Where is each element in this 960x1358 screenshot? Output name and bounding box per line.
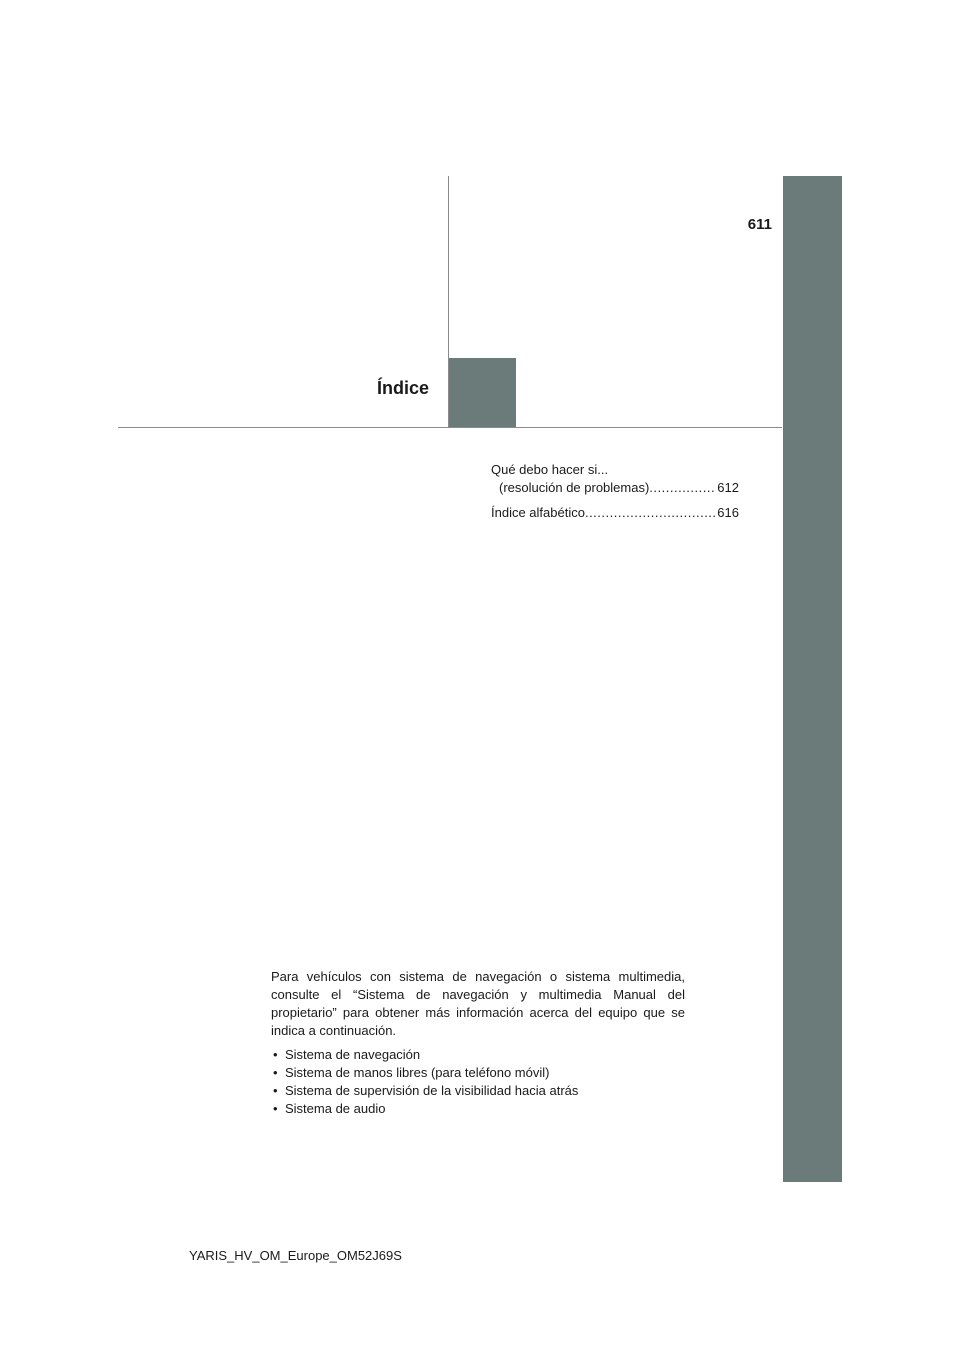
document-code: YARIS_HV_OM_Europe_OM52J69S — [189, 1248, 402, 1263]
toc-entry-page: 612 — [717, 480, 739, 495]
section-title: Índice — [376, 378, 429, 398]
toc-entry-line — [491, 479, 739, 497]
chapter-tab-band — [783, 176, 842, 1182]
horizontal-divider — [118, 427, 782, 428]
list-item: • Sistema de navegación — [271, 1046, 685, 1064]
list-item: • Sistema de audio — [271, 1100, 685, 1118]
list-item: • Sistema de supervisión de la visibilidad hacia atrás — [271, 1082, 685, 1100]
toc-entry-subtitle: (resolución de problemas) — [499, 480, 650, 495]
table-of-contents — [491, 461, 739, 522]
section-marker-block — [449, 358, 516, 427]
equipment-list — [271, 1046, 685, 1118]
toc-entry-alphabetical-index[interactable] — [491, 504, 739, 522]
list-item: • Sistema de manos libres (para teléfono móvil) — [271, 1064, 685, 1082]
toc-entry-title: Qué debo hacer si... — [491, 462, 609, 477]
page-number: 611 — [747, 216, 772, 233]
dot-leader — [649, 479, 715, 497]
toc-entry-troubleshooting[interactable] — [491, 461, 739, 497]
note-paragraph: Para vehículos con sistema de navegación o sistema multimedia, consulte el “Sistema de navegación y multimedia Manual del propietario” para obtener más información acerca del equipo que se indica a continuación. — [271, 969, 685, 1038]
dot-leader — [585, 504, 715, 522]
toc-entry-line — [491, 461, 739, 479]
multimedia-note — [271, 968, 685, 1118]
toc-entry-title: Índice alfabético — [491, 505, 585, 520]
toc-entry-page: 616 — [717, 505, 739, 520]
toc-entry-line — [491, 504, 739, 522]
